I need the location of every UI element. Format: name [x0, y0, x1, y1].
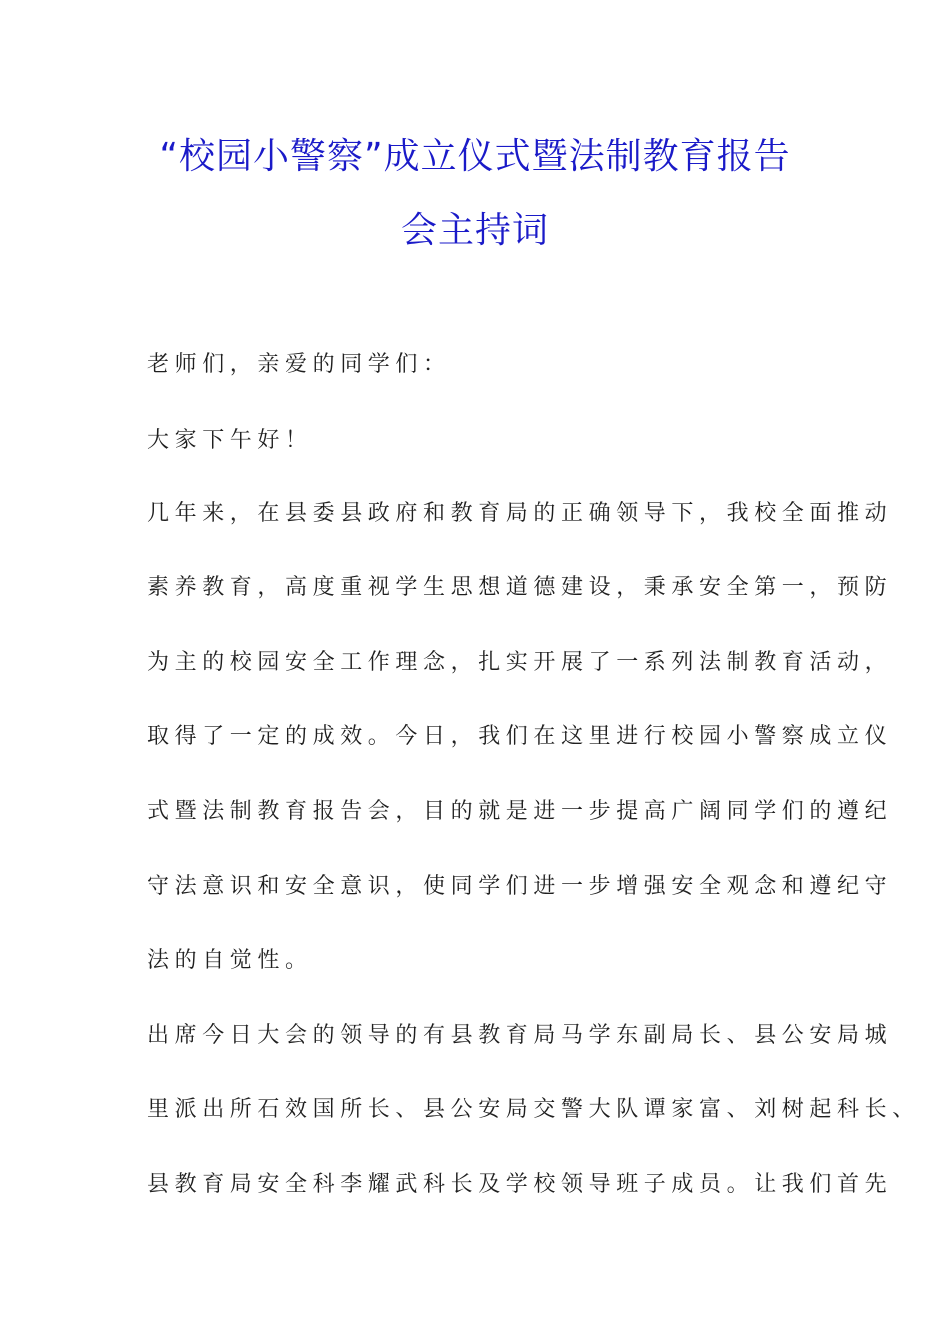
body-text-line: 素养教育，高度重视学生思想道德建设，秉承安全第一，预防: [147, 575, 893, 600]
body-text-line: 法的自觉性。: [147, 948, 313, 973]
body-text-line: 出席今日大会的领导的有县教育局马学东副局长、县公安局城: [147, 1023, 893, 1048]
document-title-line-1: “校园小警察”成立仪式暨法制教育报告: [159, 136, 791, 177]
body-text-line: 式暨法制教育报告会，目的就是进一步提高广阔同学们的遵纪: [147, 799, 893, 824]
body-text-line: 取得了一定的成效。今日，我们在这里进行校园小警察成立仪: [147, 724, 893, 749]
body-text-line: 县教育局安全科李耀武科长及学校领导班子成员。让我们首先: [147, 1172, 893, 1197]
salutation-line: 老师们，亲爱的同学们：: [147, 352, 451, 377]
greeting-line: 大家下午好！: [147, 428, 313, 453]
document-title-line-2: 会主持词: [400, 210, 549, 251]
body-text-line: 几年来，在县委县政府和教育局的正确领导下，我校全面推动: [147, 501, 893, 526]
body-text-line: 守法意识和安全意识，使同学们进一步增强安全观念和遵纪守: [147, 874, 893, 899]
body-text-line: 里派出所石效国所长、县公安局交警大队谭家富、刘树起科长、: [147, 1097, 920, 1122]
body-text-line: 为主的校园安全工作理念，扎实开展了一系列法制教育活动，: [147, 650, 893, 675]
